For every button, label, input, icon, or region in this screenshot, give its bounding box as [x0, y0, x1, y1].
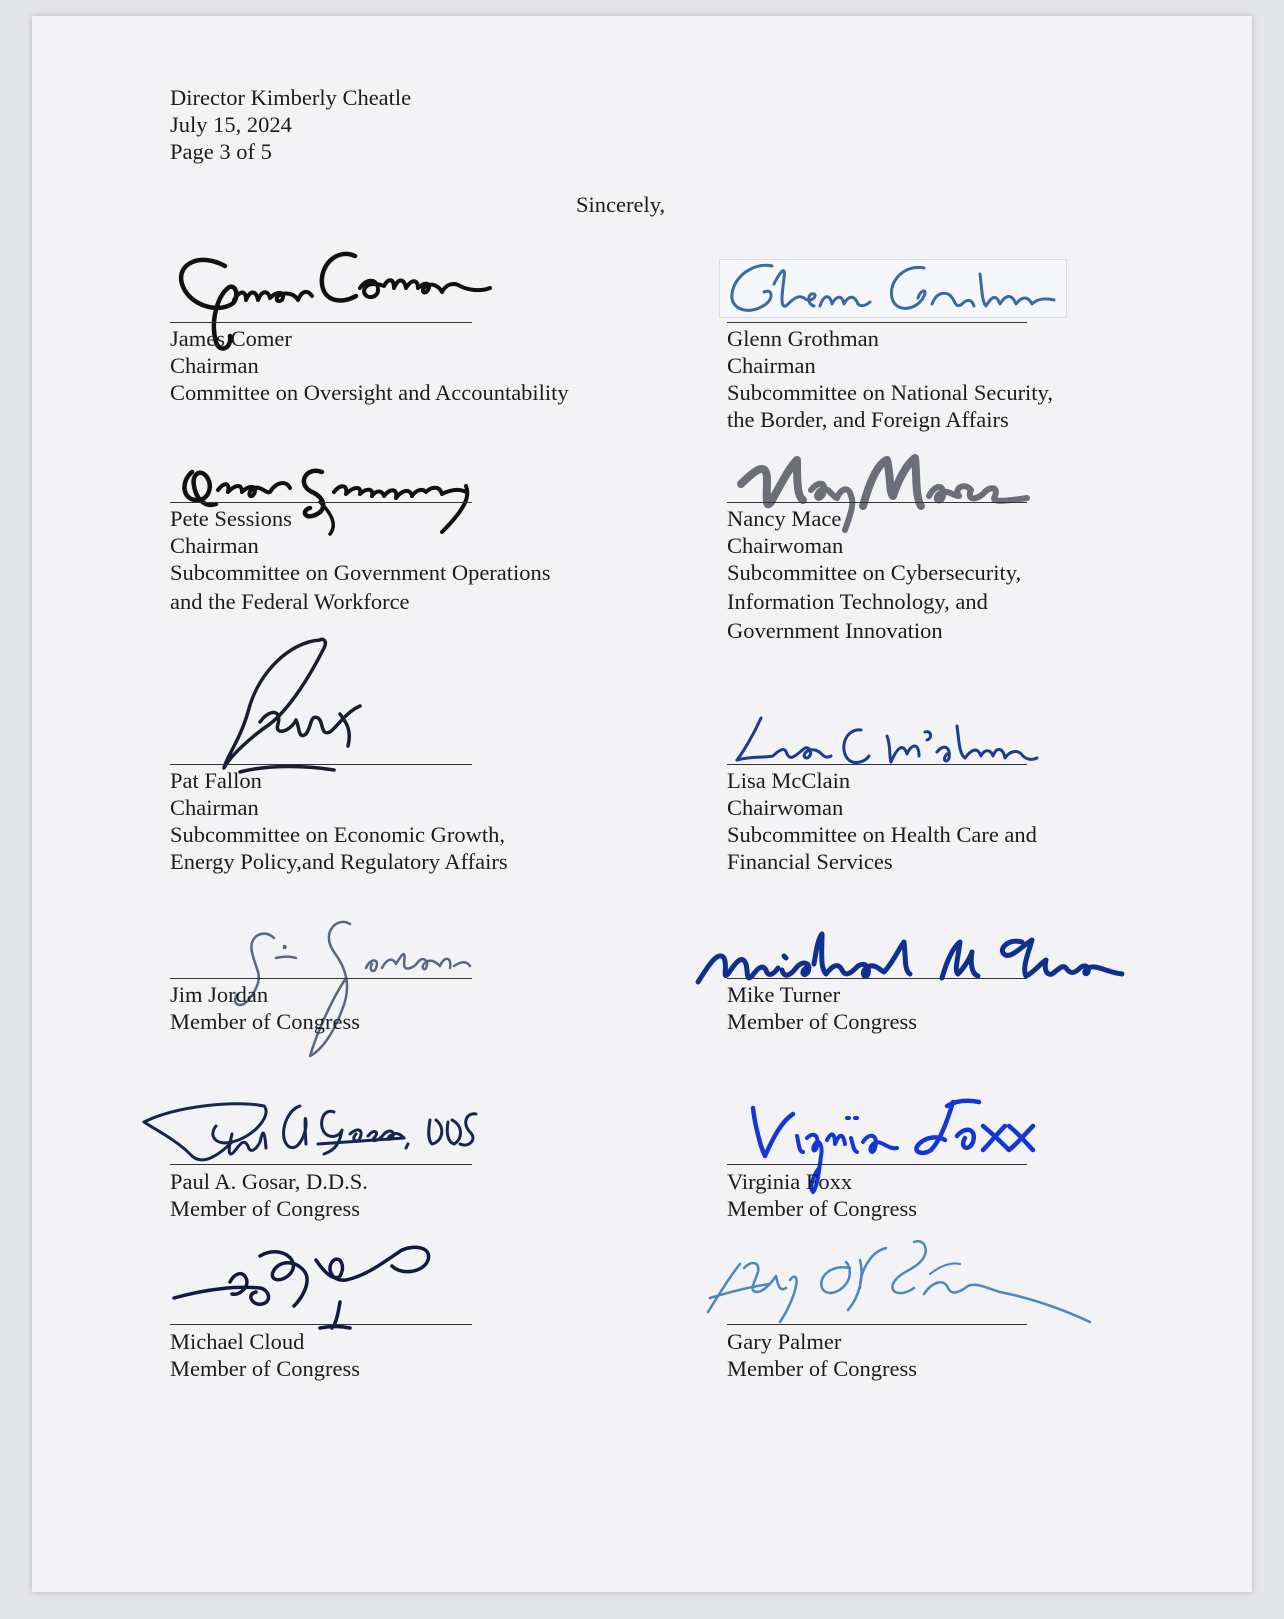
- signer-title: Member of Congress: [727, 1356, 917, 1381]
- signer-name: Lisa McClain: [727, 768, 851, 793]
- signature-line: [727, 502, 1027, 503]
- signer-org: Energy Policy,and Regulatory Affairs: [170, 849, 508, 874]
- signer-title: Chairwoman: [727, 533, 844, 558]
- signature-line: [727, 978, 1027, 979]
- signer-org: Subcommittee on Government Operations: [170, 560, 551, 585]
- signature-line: [170, 502, 472, 503]
- signer-org: the Border, and Foreign Affairs: [727, 407, 1009, 432]
- signer-org: Subcommittee on Health Care and: [727, 822, 1037, 847]
- signer-org: Subcommittee on National Security,: [727, 380, 1053, 405]
- signer-title: Member of Congress: [170, 1356, 360, 1381]
- signature-line: [727, 1324, 1027, 1325]
- signer-org: and the Federal Workforce: [170, 589, 410, 614]
- signer-org: Government Innovation: [727, 618, 943, 643]
- signer-name: Michael Cloud: [170, 1329, 305, 1354]
- signer-name: Paul A. Gosar, D.D.S.: [170, 1169, 368, 1194]
- signer-org: Financial Services: [727, 849, 893, 874]
- signature-line: [170, 1164, 472, 1165]
- signature-line: [170, 764, 472, 765]
- signer-name: Pat Fallon: [170, 768, 262, 793]
- signer-name: Gary Palmer: [727, 1329, 842, 1354]
- signer-name: Glenn Grothman: [727, 326, 879, 351]
- signer-org: Subcommittee on Economic Growth,: [170, 822, 505, 847]
- signature-line: [727, 322, 1027, 323]
- signature-line: [727, 764, 1027, 765]
- signature-glenn-grothman: [724, 254, 1064, 324]
- signer-name: James Comer: [170, 326, 292, 351]
- signer-title: Member of Congress: [170, 1009, 360, 1034]
- signature-paul-gosar: [136, 1084, 496, 1174]
- signer-org: Committee on Oversight and Accountability: [170, 380, 569, 405]
- signer-org: Information Technology, and: [727, 589, 988, 614]
- signer-name: Nancy Mace: [727, 506, 842, 531]
- closing: Sincerely,: [576, 192, 666, 217]
- signer-title: Chairman: [170, 533, 259, 558]
- date-line: July 15, 2024: [170, 112, 292, 137]
- signer-name: Pete Sessions: [170, 506, 292, 531]
- signer-title: Chairman: [170, 795, 259, 820]
- signature-line: [170, 1324, 472, 1325]
- signer-title: Chairman: [170, 353, 259, 378]
- signer-name: Mike Turner: [727, 982, 841, 1007]
- signature-line: [727, 1164, 1027, 1165]
- signer-title: Chairwoman: [727, 795, 844, 820]
- signature-michael-cloud: [170, 1240, 470, 1330]
- signer-title: Chairman: [727, 353, 816, 378]
- signer-title: Member of Congress: [727, 1009, 917, 1034]
- signer-org: Subcommittee on Cybersecurity,: [727, 560, 1022, 585]
- signer-name: Jim Jordan: [170, 982, 269, 1007]
- signature-line: [170, 978, 472, 979]
- signer-name: Virginia Foxx: [727, 1169, 853, 1194]
- signer-title: Member of Congress: [727, 1196, 917, 1221]
- page-number: Page 3 of 5: [170, 139, 272, 164]
- letter-page: [32, 16, 1252, 1592]
- signature-lisa-mcclain: [727, 706, 1037, 776]
- recipient-line: Director Kimberly Cheatle: [170, 85, 412, 110]
- signature-line: [170, 322, 472, 323]
- signer-title: Member of Congress: [170, 1196, 360, 1221]
